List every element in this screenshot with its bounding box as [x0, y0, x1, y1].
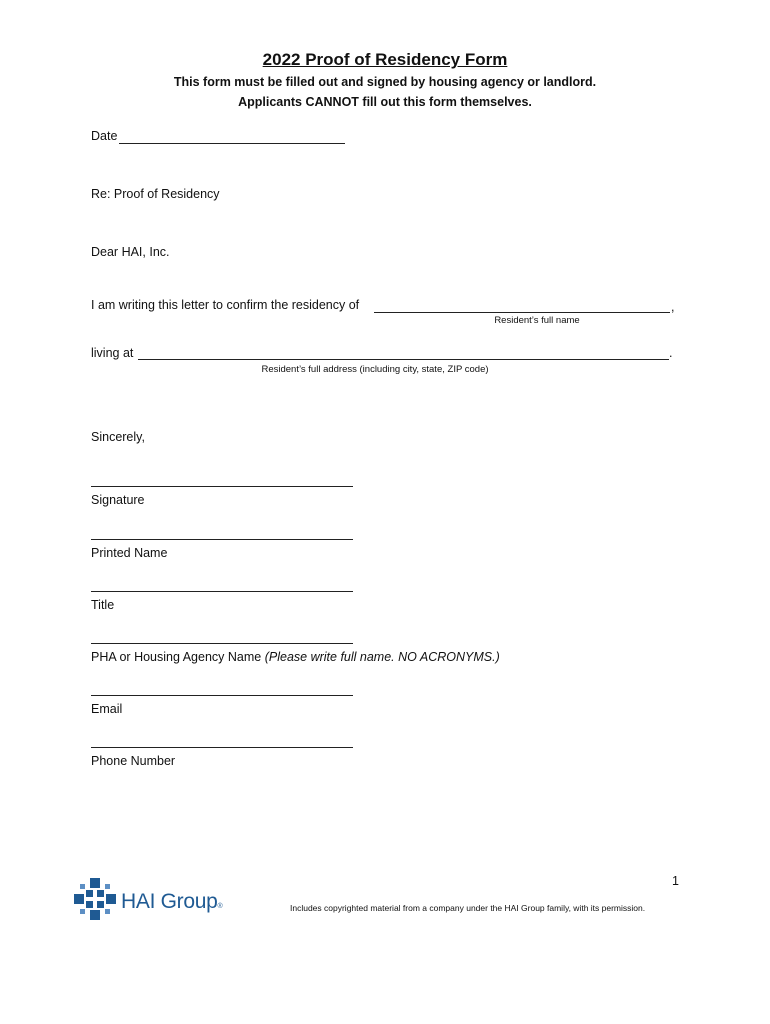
registered-mark: ® — [217, 903, 223, 910]
resident-address-field[interactable] — [138, 359, 669, 360]
closing: Sincerely, — [91, 430, 145, 444]
title-field[interactable] — [91, 591, 353, 592]
email-label: Email — [91, 702, 123, 716]
period: . — [669, 346, 673, 360]
hai-group-logo-icon — [73, 877, 117, 921]
signature-field[interactable] — [91, 486, 353, 487]
resident-name-field[interactable] — [374, 312, 670, 313]
salutation: Dear HAI, Inc. — [91, 245, 170, 259]
email-field[interactable] — [91, 695, 353, 696]
logo-wordmark: HAI Group — [121, 890, 218, 913]
printed-name-field[interactable] — [91, 539, 353, 540]
resident-address-caption: Resident’s full address (including city, state, ZIP code) — [261, 364, 489, 375]
hai-group-logo-text — [121, 890, 222, 914]
date-field[interactable] — [119, 143, 345, 144]
phone-label: Phone Number — [91, 754, 176, 768]
agency-name-text: PHA or Housing Agency Name — [91, 650, 262, 664]
agency-name-label — [91, 650, 500, 664]
title-label: Title — [91, 598, 115, 612]
re-line: Re: Proof of Residency — [91, 187, 220, 201]
copyright-notice: Includes copyrighted material from a company under the HAI Group family, with its permission. — [290, 903, 646, 913]
date-label: Date — [91, 129, 118, 143]
signature-label: Signature — [91, 493, 145, 507]
page-number: 1 — [672, 874, 679, 888]
form-instruction-line2: Applicants CANNOT fill out this form themselves. — [238, 95, 532, 109]
agency-name-field[interactable] — [91, 643, 353, 644]
resident-name-caption: Resident’s full name — [494, 315, 580, 326]
printed-name-label: Printed Name — [91, 546, 168, 560]
agency-name-note: (Please write full name. NO ACRONYMS.) — [264, 650, 500, 664]
form-title: 2022 Proof of Residency Form — [262, 50, 508, 69]
living-at-label: living at — [91, 346, 134, 360]
phone-field[interactable] — [91, 747, 353, 748]
comma: , — [671, 300, 675, 314]
form-instruction-line1: This form must be filled out and signed by housing agency or landlord. — [173, 75, 597, 89]
confirm-residency-text: I am writing this letter to confirm the residency of — [91, 298, 360, 312]
